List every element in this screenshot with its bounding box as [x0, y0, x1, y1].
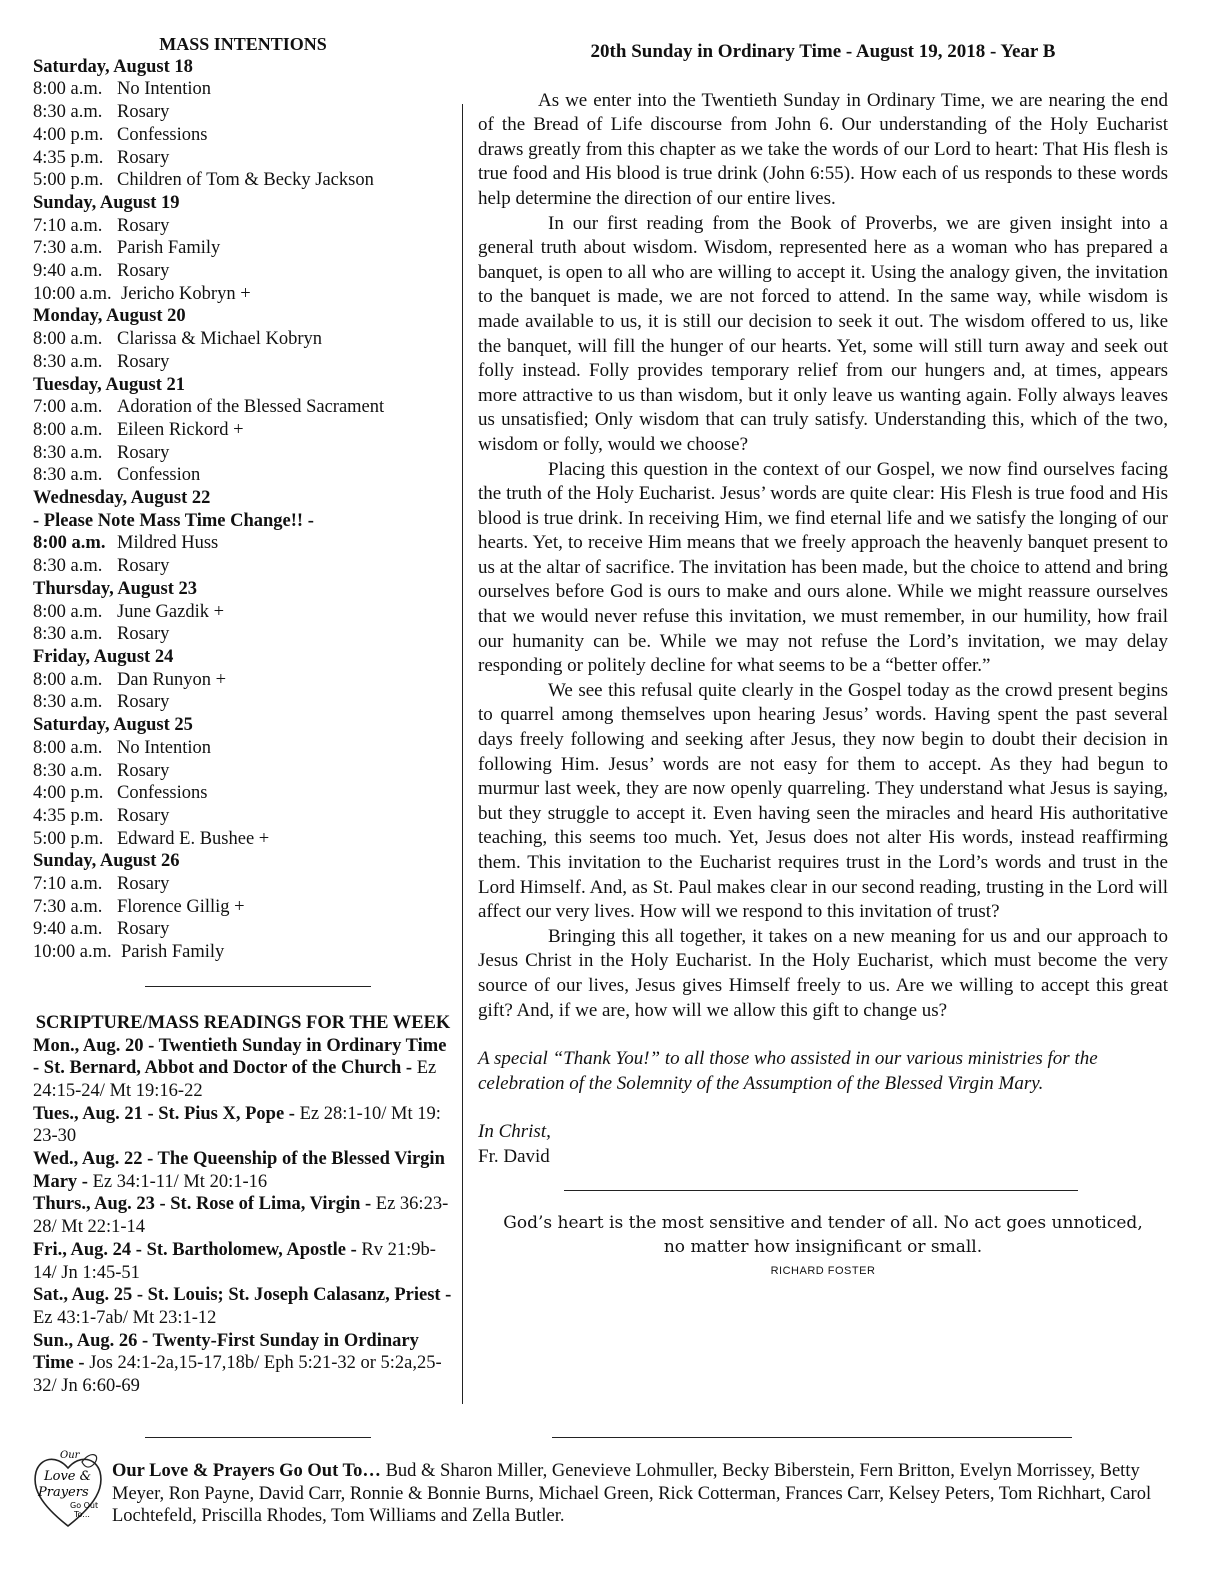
reading-day-label: Mon., Aug. 20 - Twentieth Sunday in Ordinary Time - St. Bernard, Abbot and Doctor of the Church - — [33, 1035, 447, 1079]
logo-text: Go Out — [70, 1501, 99, 1510]
intention-day: Tuesday, August 21 — [33, 374, 186, 395]
mass-intentions-title: MASS INTENTIONS — [159, 34, 327, 54]
intention-text: Jericho Kobryn + — [121, 283, 251, 304]
intention-entry — [33, 760, 453, 783]
intention-time: 9:40 a.m. — [33, 919, 103, 940]
intention-day: Thursday, August 23 — [33, 578, 197, 599]
intention-time: 7:10 a.m. — [33, 215, 103, 236]
intention-entry — [33, 873, 453, 896]
intention-note: - Please Note Mass Time Change!! - — [33, 510, 314, 531]
intention-time: 8:30 a.m. — [33, 465, 103, 486]
intention-text: Rosary — [117, 147, 170, 168]
intention-time: 8:00 a.m. — [33, 737, 103, 758]
intention-day: Sunday, August 19 — [33, 192, 180, 213]
reading-item — [33, 1148, 453, 1193]
letter-paragraph: We see this refusal quite clearly in the Gospel today as the crowd present begins to quarrel among themselves upon hearing Jesus’ words. Having spent the past several days freely following and seeking after Jesus, they now begin to doubt their decision in following Him. Jesus’ words are not easy for them to accept. As they had begun to murmur last week, they are now openly quarreling. They understand what Jesus is saying, but they struggle to accept it. Even having seen the miracles and heard His authoritative teaching, this seems too much. Yet, Jesus does not alter His words, instead reaffirming them. This invitation to the Eucharist requires trust in the Lord’s words and trust in the Lord Himself. And, as St. Paul makes clear in our second reading, trusting in the Lord will affect our very lives. How will we respond to this invitation of trust? — [478, 679, 1168, 923]
intention-entry — [33, 351, 453, 374]
intention-time: 8:00 a.m. — [33, 601, 103, 622]
intention-entry — [33, 782, 453, 805]
reading-day-label: Sat., Aug. 25 - St. Louis; St. Joseph Calasanz, Priest - — [33, 1285, 452, 1306]
prayer-list — [112, 1460, 1172, 1528]
reading-refs: Ez 36:23-28/ Mt 22:1-14 — [33, 1194, 449, 1238]
intention-time: 8:30 a.m. — [33, 442, 103, 463]
intention-entry — [33, 941, 453, 964]
intention-entry — [33, 805, 453, 828]
intention-text: Rosary — [117, 624, 170, 645]
intention-entry — [33, 532, 453, 555]
intention-day: Monday, August 20 — [33, 306, 186, 327]
intention-text: June Gazdik + — [117, 601, 225, 622]
reading-refs: Jos 24:1-2a,15-17,18b/ Eph 5:21-32 or 5:2a,25-32/ Jn 6:60-69 — [33, 1353, 442, 1397]
intention-time: 8:00 a.m. — [33, 533, 106, 554]
intention-time: 8:30 a.m. — [33, 624, 103, 645]
logo-text: Prayers — [38, 1485, 89, 1500]
intention-text: Rosary — [117, 351, 170, 372]
intention-text: Parish Family — [117, 238, 221, 259]
right-column — [478, 40, 1168, 1283]
intention-text: Confessions — [117, 783, 208, 804]
intention-entry — [33, 283, 453, 306]
prayer-list-heading: Our Love & Prayers Go Out To… — [112, 1461, 381, 1481]
intention-time: 8:30 a.m. — [33, 351, 103, 372]
intention-entry — [33, 918, 453, 941]
intention-entry — [33, 169, 453, 192]
divider — [145, 986, 371, 987]
quote-line: God’s heart is the most sensitive and tender of all. No act goes unnoticed, — [503, 1212, 1143, 1233]
reading-day-label: Tues., Aug. 21 - St. Pius X, Pope - — [33, 1103, 300, 1124]
intention-time: 4:35 p.m. — [33, 805, 104, 826]
intention-entry — [33, 396, 453, 419]
intention-text: Rosary — [117, 102, 170, 123]
reading-refs: Ez 43:1-7ab/ Mt 23:1-12 — [33, 1307, 217, 1328]
intention-time: 8:30 a.m. — [33, 102, 103, 123]
intention-entry — [33, 601, 453, 624]
intention-time: 7:30 a.m. — [33, 238, 103, 259]
intention-text: Edward E. Bushee + — [117, 828, 270, 849]
readings-list — [33, 1035, 453, 1398]
intention-entry — [33, 147, 453, 170]
readings-title: SCRIPTURE/MASS READINGS FOR THE WEEK — [35, 1012, 451, 1033]
intention-entry — [33, 896, 453, 919]
intention-text: Clarissa & Michael Kobryn — [117, 329, 322, 350]
reading-item — [33, 1035, 453, 1103]
intention-entry — [33, 555, 453, 578]
love-prayers-heart-logo — [30, 1446, 106, 1532]
intention-time: 7:00 a.m. — [33, 397, 103, 418]
quote-line: no matter how insignificant or small. — [663, 1236, 983, 1257]
intention-entry — [33, 260, 453, 283]
intention-text: No Intention — [117, 79, 212, 100]
intention-time: 5:00 p.m. — [33, 828, 104, 849]
intention-time: 8:00 a.m. — [33, 79, 103, 100]
intention-text: Mildred Huss — [117, 533, 219, 554]
reading-item — [33, 1330, 453, 1398]
intention-day: Friday, August 24 — [33, 646, 174, 667]
intention-text: Rosary — [117, 556, 170, 577]
letter-title: 20th Sunday in Ordinary Time - August 19, 2018 - Year B — [590, 41, 1056, 62]
intention-text: Eileen Rickord + — [117, 419, 244, 440]
reading-day-label: Thurs., Aug. 23 - St. Rose of Lima, Virgin - — [33, 1194, 376, 1215]
intention-text: Rosary — [117, 442, 170, 463]
intention-text: Rosary — [117, 261, 170, 282]
logo-text: Our — [60, 1450, 80, 1461]
intention-text: Florence Gillig + — [117, 896, 245, 917]
intention-time: 8:30 a.m. — [33, 760, 103, 781]
letter-paragraph: Placing this question in the context of our Gospel, we now find ourselves facing the truth of the Holy Eucharist. Jesus’ words are quite clear: His Flesh is true food and His blood is true drink. In receiving Him, we find eternal life and we satisfy the longing of our hearts. Yet, to receive Him means that we freely approach the heavenly banquet present to us at the altar of sacrifice. The invitation has been made, but the choice to attend and bring ourselves before God is ours to make and ours alone. While we might reassure ourselves that we would never refuse this invitation, we must remember, in our humility, how frail our humanity can be. While we may not refuse the Lord’s invitation, we may delay responding or politely decline for what seems to be a “better offer.” — [478, 458, 1168, 677]
intention-time: 8:00 a.m. — [33, 669, 103, 690]
letter-paragraph: As we enter into the Twentieth Sunday in Ordinary Time, we are nearing the end of the Bread of Life discourse from John 6. Our understanding of the Holy Eucharist draws greatly from this chapter as we take the words of our Lord to heart: That His flesh is true food and His blood is true drink (John 6:55). How each of us responds to these words help determine the direction of our entire lives. — [478, 89, 1168, 209]
prayer-list-names: Bud & Sharon Miller, Genevieve Lohmuller, Becky Biberstein, Fern Britton, Evelyn Morrissey, Betty Meyer, Ron Payne, David Carr, Ronnie & Bonnie Burns, Michael Green, Rick Cotterman, Frances Carr, Kelsey Peters, Tom Richhart, Carol Lochtefeld, Priscilla Rhodes, Tom Williams and Zella Butler. — [112, 1461, 1152, 1527]
thank-you-note: A special “Thank You!” to all those who assisted in our various ministries for the celebration of the Solemnity of the Assumption of the Blessed Virgin Mary. — [478, 1048, 1098, 1094]
intention-text: Rosary — [117, 692, 170, 713]
intention-entry — [33, 419, 453, 442]
intention-text: Rosary — [117, 215, 170, 236]
intention-time: 4:35 p.m. — [33, 147, 104, 168]
intention-time: 4:00 p.m. — [33, 783, 104, 804]
reading-item — [33, 1193, 453, 1238]
column-divider — [462, 104, 463, 1404]
mass-intentions-list — [33, 56, 453, 964]
logo-text: Love & — [44, 1469, 92, 1484]
intention-day: Saturday, August 25 — [33, 715, 193, 736]
intention-time: 7:30 a.m. — [33, 896, 103, 917]
intention-time: 8:00 a.m. — [33, 329, 103, 350]
intention-entry — [33, 101, 453, 124]
intention-text: Rosary — [117, 919, 170, 940]
reading-item — [33, 1103, 453, 1148]
intention-time: 4:00 p.m. — [33, 124, 104, 145]
letter-paragraph: Bringing this all together, it takes on a new meaning for us and our approach to Jesus Christ in the Holy Eucharist. In the Holy Eucharist, which must become the very source of our lives, Jesus gives Himself freely to us. Are we willing to accept this great gift? And, if we are, how will we allow this gift to change us? — [478, 925, 1168, 1021]
reading-item — [33, 1239, 453, 1284]
reading-refs: Rv 21:9b-14/ Jn 1:45-51 — [33, 1239, 436, 1283]
quote-author: RICHARD FOSTER — [770, 1264, 876, 1277]
intention-entry — [33, 691, 453, 714]
intention-entry — [33, 124, 453, 147]
intention-text: Rosary — [117, 874, 170, 895]
intention-time: 10:00 a.m. — [33, 283, 112, 304]
intention-time: 7:10 a.m. — [33, 874, 103, 895]
signature: Fr. David — [478, 1145, 550, 1167]
intention-text: Dan Runyon + — [117, 669, 227, 690]
intention-entry — [33, 215, 453, 238]
divider — [564, 1190, 1078, 1191]
intention-time: 10:00 a.m. — [33, 942, 112, 963]
divider — [145, 1437, 371, 1438]
intention-time: 8:00 a.m. — [33, 419, 103, 440]
intention-entry — [33, 78, 453, 101]
intention-entry — [33, 623, 453, 646]
intention-entry — [33, 328, 453, 351]
reading-item — [33, 1284, 453, 1329]
divider — [552, 1437, 1072, 1438]
intention-text: Children of Tom & Becky Jackson — [117, 170, 374, 191]
intention-entry — [33, 828, 453, 851]
closing: In Christ, — [478, 1121, 551, 1143]
intention-day: Saturday, August 18 — [33, 56, 193, 77]
intention-time: 9:40 a.m. — [33, 261, 103, 282]
letter-paragraph: In our first reading from the Book of Proverbs, we are given insight into a general truth about wisdom. Wisdom, represented here as a woman who has prepared a banquet, is open to all who are willing to accept it. Using the analogy given, the invitation to the banquet is made, we are not forced to attend. In the same way, while wisdom is made available to us, it is still our decision to seek it out. The wisdom offered to us, like the banquet, will fill the hunger of our hearts. Yet, some will still turn away and seek out folly instead. Folly provides temporary relief from our hungers and, at times, appears more attractive to us than wisdom, but it only leave us wanting again. Folly always leaves us unsatisfied; Only wisdom that can truly satisfy. Understanding this, which of the two, wisdom or folly, would we choose? — [478, 212, 1168, 455]
intention-entry — [33, 237, 453, 260]
intention-entry — [33, 442, 453, 465]
intention-text: Rosary — [117, 805, 170, 826]
intention-day: Sunday, August 26 — [33, 851, 180, 872]
logo-text: To... — [74, 1510, 90, 1519]
intention-text: Confessions — [117, 124, 208, 145]
intention-text: Parish Family — [121, 942, 225, 963]
intention-text: No Intention — [117, 737, 212, 758]
intention-entry — [33, 669, 453, 692]
quote-block — [478, 1211, 1168, 1284]
intention-text: Confession — [117, 465, 201, 486]
reading-refs: Ez 34:1-11/ Mt 20:1-16 — [92, 1171, 268, 1192]
intention-time: 5:00 p.m. — [33, 170, 104, 191]
reading-day-label: Wed., Aug. 22 - The Queenship of the Blessed Virgin Mary - — [33, 1149, 445, 1192]
intention-time: 8:30 a.m. — [33, 692, 103, 713]
intention-time: 8:30 a.m. — [33, 556, 103, 577]
intention-text: Rosary — [117, 760, 170, 781]
reading-refs: Ez 28:1-10/ Mt 19: 23-30 — [33, 1103, 441, 1147]
intention-entry — [33, 464, 453, 487]
intention-entry — [33, 737, 453, 760]
left-column — [33, 33, 453, 1398]
intention-text: Adoration of the Blessed Sacrament — [117, 397, 385, 418]
reading-refs: Ez 24:15-24/ Mt 19:16-22 — [33, 1058, 437, 1101]
intention-day: Wednesday, August 22 — [33, 488, 211, 509]
reading-day-label: Fri., Aug. 24 - St. Bartholomew, Apostle - — [33, 1239, 362, 1260]
reading-day-label: Sun., Aug. 26 - Twenty-First Sunday in Ordinary Time - — [33, 1330, 419, 1374]
